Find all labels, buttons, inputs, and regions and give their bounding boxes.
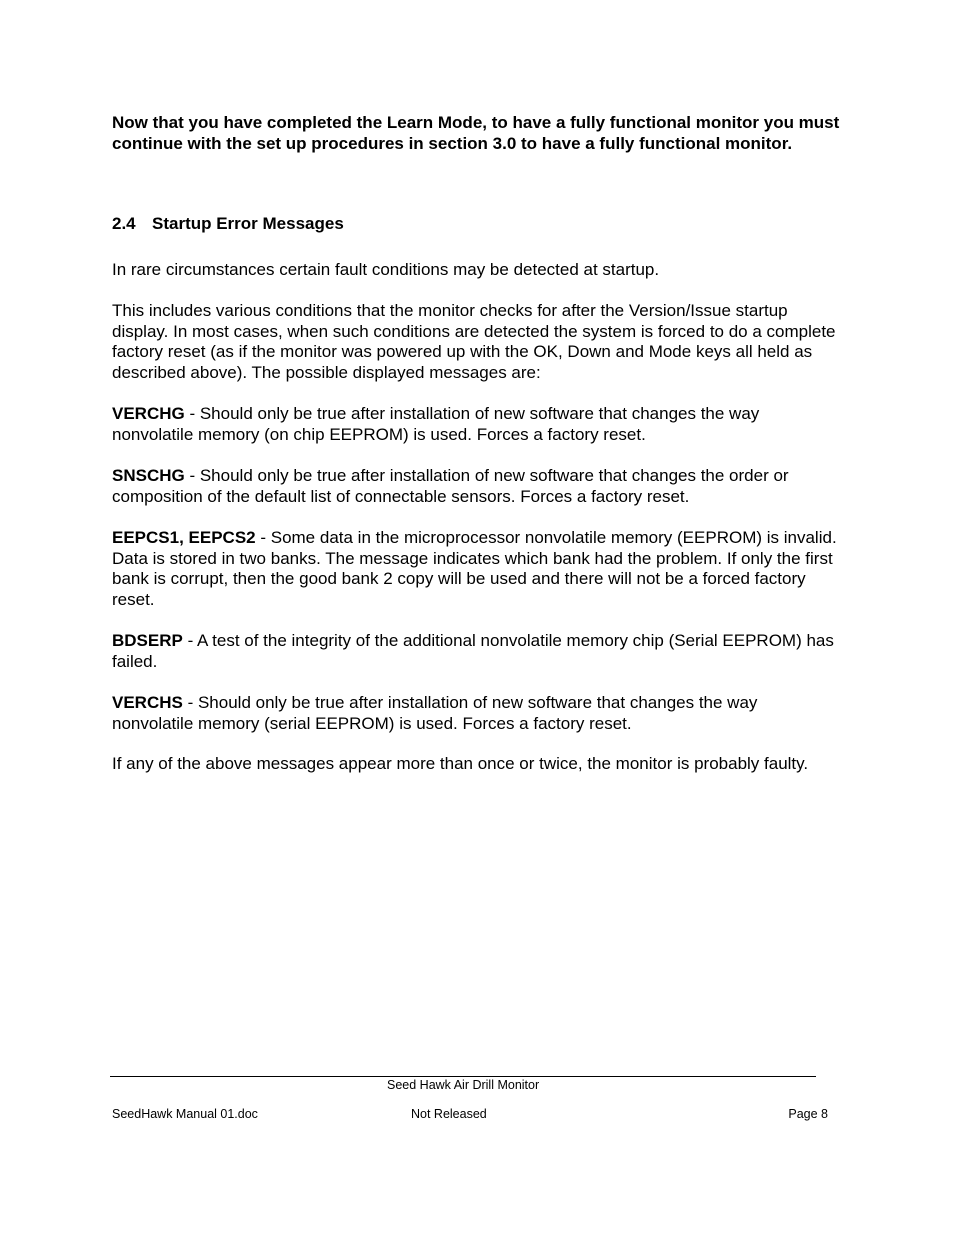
message-code: EEPCS1, EEPCS2 [112,528,256,547]
footer-divider [110,1076,816,1077]
footer-filename: SeedHawk Manual 01.doc [112,1107,258,1121]
message-code: VERCHG [112,404,185,423]
paragraph-conditions: This includes various conditions that the monitor checks for after the Version/Issue startup display. In most cases, when such conditions are detected the system is forced to do a complete factory reset (as if the monitor was powered up with the OK, Down and Mode keys all held as described above). The possible displayed messages are: [112,301,836,382]
message-entry [112,693,840,734]
message-entry [112,466,840,507]
paragraph-rare-circumstances: In rare circumstances certain fault conditions may be detected at startup. [112,260,660,279]
section-number: 2.4 [112,214,136,233]
message-description: - Some data in the microprocessor nonvolatile memory (EEPROM) is invalid. Data is stored in two banks. The message indicates which bank had the problem. If only the first bank is corrupt, then the good bank 2 copy will be used and there will not be a forced factory reset. [112,528,837,609]
message-entry [112,631,840,672]
closing-paragraph: If any of the above messages appear more than once or twice, the monitor is probably faulty. [112,754,809,773]
footer-status: Not Released [411,1107,487,1121]
section-heading [112,214,840,235]
message-entry [112,404,840,445]
message-description: - Should only be true after installation of new software that changes the way nonvolatile memory (on chip EEPROM) is used. Forces a factory reset. [112,404,760,444]
message-description: - Should only be true after installation of new software that changes the way nonvolatile memory (serial EEPROM) is used. Forces a factory reset. [112,693,758,733]
message-description: - A test of the integrity of the additional nonvolatile memory chip (Serial EEPROM) has failed. [112,631,834,671]
footer-page-number: Page 8 [788,1107,828,1121]
message-entry [112,528,840,610]
message-code: BDSERP [112,631,183,650]
message-code: VERCHS [112,693,183,712]
intro-note: Now that you have completed the Learn Mode, to have a fully functional monitor you must continue with the set up procedures in section 3.0 to have a fully functional monitor. [112,113,840,153]
message-code: SNSCHG [112,466,185,485]
section-title: Startup Error Messages [152,214,344,233]
footer-title: Seed Hawk Air Drill Monitor [387,1078,540,1092]
message-description: - Should only be true after installation of new software that changes the order or composition of the default list of connectable sensors. Forces a factory reset. [112,466,789,506]
